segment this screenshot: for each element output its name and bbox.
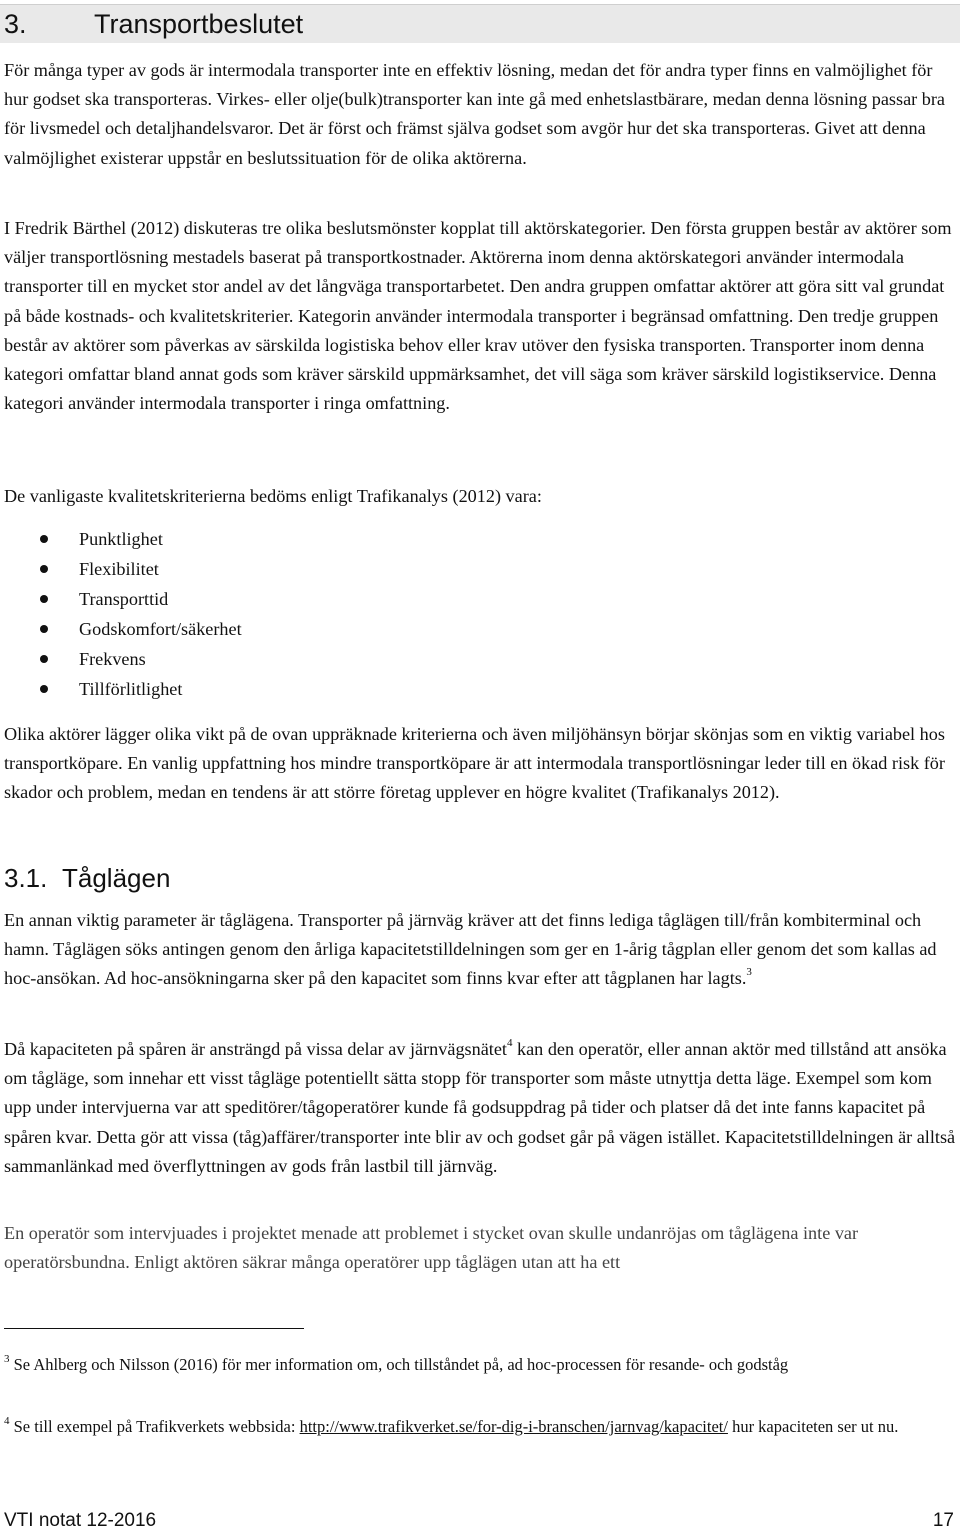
footnote-mark: 3 <box>4 1352 10 1365</box>
criteria-list <box>0 524 600 704</box>
list-item: Tillförlitlighet <box>0 674 600 704</box>
chapter-number: 3. <box>4 9 27 39</box>
paragraph-intro: För många typer av gods är intermodala transporter inte en effektiv lösning, medan det för andra typer finns en valmöjlighet för hur godset ska transporteras. Virkes- eller olje(bulk)transporter kan inte gå med enhetslastbärare, medan denna lösning passar bra för livsmedel och detaljhandelsvaror. Det är först och främst själva godset som avgör hur det ska transporteras. Givet att denna valmöjlighet existerar uppstår en beslutssituation för de olika aktörerna. <box>4 60 945 168</box>
chapter-title: Transportbeslutet <box>94 9 304 39</box>
footnote-mark: 4 <box>4 1414 10 1427</box>
section-heading <box>4 858 170 898</box>
footnote-ref-3[interactable]: 3 <box>746 966 752 979</box>
footnote-4: $^4$ Se till exempel på Trafikverkets webbsida: http://www.trafikverket.se/for-dig-i-branschen/jarnvag/kapacitet/ hur kapaciteten ser ut nu. <box>4 1414 899 1436</box>
list-item: Punktlighet <box>0 524 600 554</box>
section-title: Tåglägen <box>62 863 171 893</box>
paragraph-criteria-intro: De vanligaste kvalitetskriterierna bedöms enligt Trafikanalys (2012) vara: <box>4 486 542 506</box>
bullet-icon <box>40 685 48 693</box>
paragraph-actors-weight: Olika aktörer lägger olika vikt på de ovan uppräknade kriterierna och även miljöhänsyn börjar skönjas som en viktig variabel hos transportköpare. En vanlig uppfattning hos mindre transportköpare är att intermodala transportlösningar leder till en ökad risk för skador och problem, medan en tendens är att större företag upplever en högre kvalitet (Trafikanalys 2012). <box>4 724 945 803</box>
bullet-icon <box>40 655 48 663</box>
paragraph-operator: En operatör som intervjuades i projektet menade att problemet i stycket ovan skulle undanröjas om tåglägena inte var operatörsbundna. Enligt aktören säkrar många operatörer upp tåglägen utan att ha ett <box>4 1223 859 1273</box>
chapter-heading <box>0 4 960 43</box>
list-item: Godskomfort/säkerhet <box>0 614 600 644</box>
footnote-ref-4[interactable]: 4 <box>506 1036 513 1049</box>
paragraph-train-paths: En annan viktig parameter är tåglägena. Transporter på järnväg kräver att det finns lediga tåglägen till/från kombiterminal och hamn. Tåglägen söks antingen genom den årliga kapacitetstilldelningen som ger en 1-årig tågplan eller genom det som kallas ad hoc-ansökan. Ad hoc-ansökningarna sker på den kapacitet som finns kvar efter att tågplanen har lagts.$^3$ <box>4 910 937 989</box>
bullet-icon <box>40 535 48 543</box>
list-item: Flexibilitet <box>0 554 600 584</box>
page-number: 17 <box>932 1510 954 1531</box>
paragraph-capacity: Då kapaciteten på spåren är ansträngd på vissa delar av järnvägsnätet$^4$ kan den operatör, eller annan aktör med tillstånd att ansöka om tågläge, som innehar ett visst tågläge potentiellt sätta stopp för transporter som måste utnyttja detta läge. Exempel som kom upp under intervjuerna var att speditörer/tågoperatörer kunde få godsuppdrag på tider och platser då det inte fanns kapacitet på spåren kvar. Detta gör att vissa (tåg)affärer/transporter inte blir av och godset går på vägen istället. Kapacitetstilldelningen är alltså sammanlänkad med överflyttningen av gods från lastbil till järnväg. <box>4 1036 956 1176</box>
trafikverket-link[interactable]: http://www.trafikverket.se/for-dig-i-branschen/jarnvag/kapacitet/ <box>299 1417 728 1436</box>
bullet-icon <box>40 565 48 573</box>
section-number: 3.1. <box>4 863 48 893</box>
bullet-icon <box>40 595 48 603</box>
footnote-3: $^3$ Se Ahlberg och Nilsson (2016) för mer information om, och tillståndet på, ad hoc-processen för resande- och godståg <box>4 1352 789 1374</box>
report-id: VTI notat 12-2016 <box>4 1510 157 1531</box>
list-item: Transporttid <box>0 584 600 614</box>
list-item: Frekvens <box>0 644 600 674</box>
bullet-icon <box>40 625 48 633</box>
footnote-divider <box>4 1328 304 1329</box>
paragraph-decision-patterns: I Fredrik Bärthel (2012) diskuteras tre olika beslutsmönster kopplat till aktörskategorier. Den första gruppen består av aktörer som väljer transportlösning mestadels baserat på transportkostnader. Aktörerna inom denna aktörskategori använder intermodala transporter till en mycket stor andel av det långväga transportarbetet. Den andra gruppen omfattar aktörer att göra sitt val grundat på både kostnads- och kvalitetskriterier. Kategorin använder intermodala transporter i begränsad omfattning. Den tredje gruppen består av aktörer som påverkas av särskilda logistiska behov eller krav utöver den fysiska transporten. Transporter inom denna kategori omfattar bland annat gods som kräver särskild uppmärksamhet, det vill säga som kräver särskild logistikservice. Denna kategori använder intermodala transporter i ringa omfattning. <box>4 218 952 414</box>
